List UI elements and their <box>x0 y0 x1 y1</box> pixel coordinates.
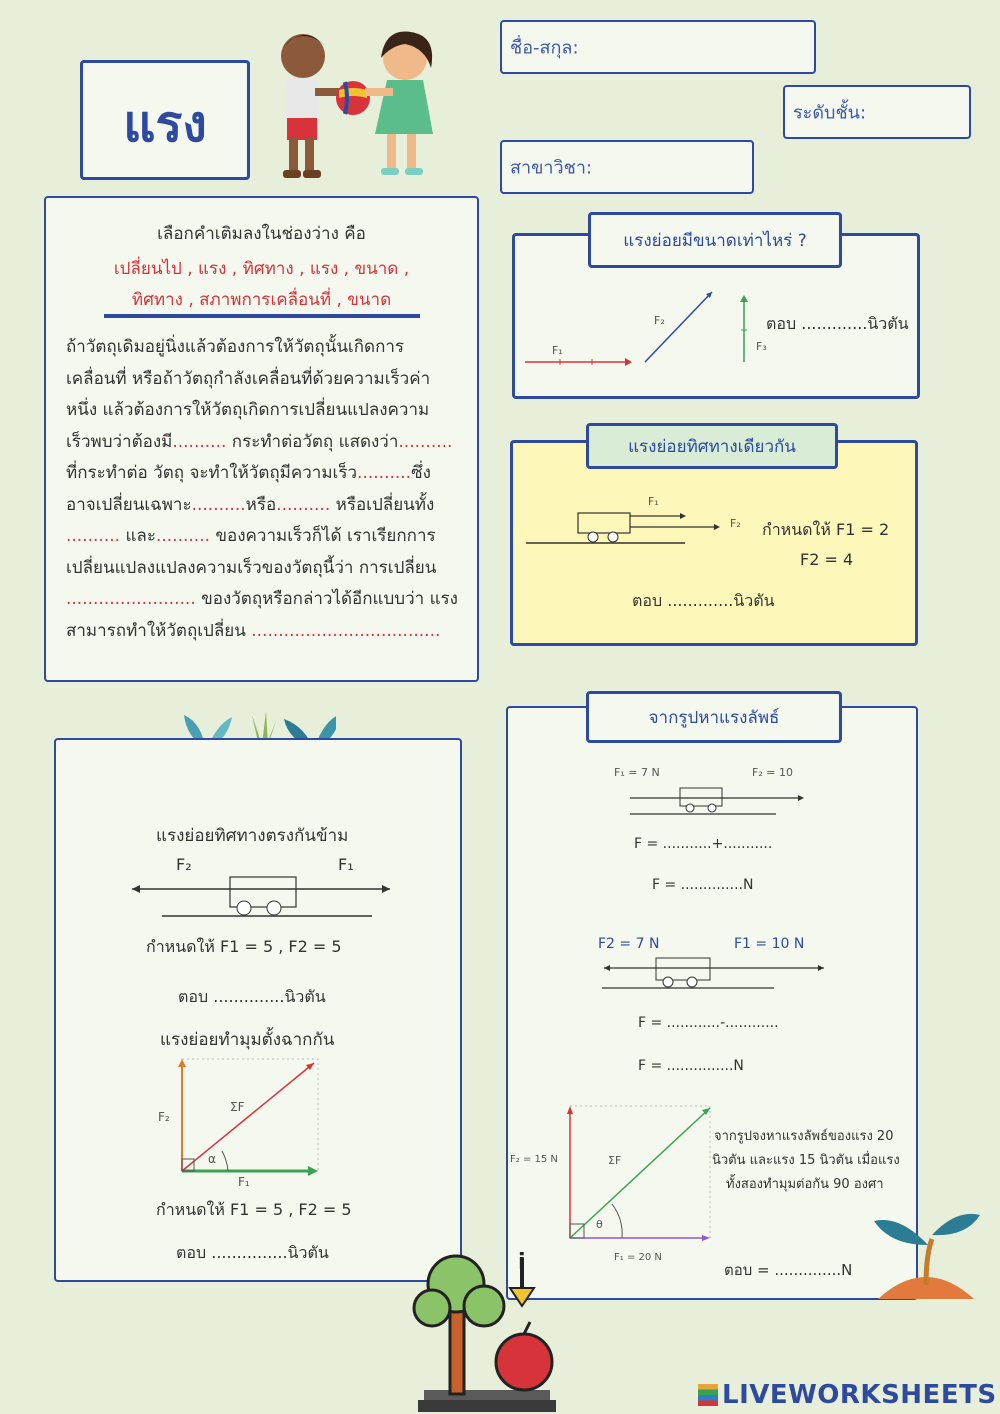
paragraph-line <box>66 490 456 522</box>
paragraph-text: หรือ <box>245 494 277 515</box>
q5c-text2: นิวตัน และแรง 15 นิวตัน เมื่อแรง <box>712 1153 900 1168</box>
q2-f1-label: F₁ <box>648 495 659 508</box>
paragraph-text: เคลื่อนที่ หรือถ้าวัตถุกำลังเคลื่อนที่ด้วยความเร็วค่า <box>66 368 431 389</box>
sprout-illustration <box>870 1205 982 1301</box>
paragraph-line <box>66 584 456 616</box>
q5-tab: จากรูปหาแรงลัพธ์ <box>586 691 842 743</box>
q1-f2-label: F₂ <box>654 314 665 327</box>
paragraph-text: ถ้าวัตถุเดิมอยู่นิ่งแล้วต้องการให้วัตถุนั้นเกิดการ <box>66 337 405 357</box>
q1-tab: แรงย่อยมีขนาดเท่าไหร่ ? <box>588 212 842 268</box>
paragraph-text: ที่กระทำต่อ วัตถุ จะทำให้วัตถุมีความเร็ว <box>66 463 358 483</box>
q5a-f1-label: F₁ = 7 N <box>614 766 660 779</box>
blank-field[interactable]: ........................ <box>66 589 196 609</box>
name-field[interactable] <box>500 20 816 74</box>
q2-answer: ตอบ .............นิวตัน <box>632 591 775 610</box>
blank-field[interactable]: .......... <box>191 494 246 515</box>
level-label: ระดับชั้น: <box>793 102 867 124</box>
paragraph-text: อาจเปลี่ยนเฉพาะ <box>66 494 192 515</box>
q3-f1-label: F₁ <box>338 855 354 874</box>
q4-angle-label: α <box>208 1152 216 1166</box>
blank-field[interactable]: ................................... <box>251 620 441 641</box>
paragraph-line <box>66 427 456 459</box>
q1-f3-label: F₃ <box>756 340 767 353</box>
liveworksheets-logo[interactable] <box>698 1380 997 1410</box>
q3-diagram <box>128 870 398 920</box>
word-bank-line1: เปลี่ยนไป , แรง , ทิศทาง , แรง , ขนาด , <box>113 259 410 279</box>
q3-answer: ตอบ ..............นิวตัน <box>178 987 326 1006</box>
q5c-answer: ตอบ = ..............N <box>724 1261 853 1279</box>
q5b-eq2: F = ...............N <box>638 1058 744 1074</box>
subject-field[interactable] <box>500 140 754 194</box>
paragraph-text: สามารถทำให้วัตถุเปลี่ยน <box>66 620 252 641</box>
q4-answer: ตอบ ...............นิวตัน <box>176 1243 329 1262</box>
blank-field[interactable]: .......... <box>398 431 453 452</box>
paragraph-text: เปลี่ยนแปลงแปลงความเร็วของวัตถุนี้ว่า การเปลี่ยน <box>66 557 437 578</box>
subject-label: สาขาวิชา: <box>510 157 593 179</box>
q5c-text1: จากรูปจงหาแรงลัพธ์ของแรง 20 <box>714 1129 894 1144</box>
blank-field[interactable]: .......... <box>357 463 412 483</box>
page-title: แรง <box>123 95 207 153</box>
paragraph-line <box>66 521 456 553</box>
instruction-text: เลือกคำเติมลงในช่องว่าง คือ <box>157 224 366 244</box>
blank-field[interactable]: .......... <box>66 526 121 546</box>
arrow-label: i <box>518 1250 526 1275</box>
word-bank-line2: ทิศทาง , สภาพการเคลื่อนที่ , ขนาด <box>131 290 392 310</box>
paragraph-line <box>66 364 456 396</box>
tree-apple-illustration <box>410 1250 570 1414</box>
paragraph-line <box>66 332 456 364</box>
q2-tab: แรงย่อยทิศทางเดียวกัน <box>586 423 838 469</box>
q4-diagram <box>170 1055 330 1180</box>
q5a-diagram <box>626 782 816 818</box>
q2-given2: F2 = 4 <box>800 550 854 569</box>
paragraph-line <box>66 395 456 427</box>
blank-field[interactable]: .......... <box>155 526 211 546</box>
q5c-f2-label: F₂ = 15 N <box>510 1154 558 1165</box>
q1-diagram <box>520 280 760 380</box>
q5b-f2-label: F2 = 7 N <box>598 936 660 952</box>
q2-given1: กำหนดให้ F1 = 2 <box>762 520 890 539</box>
q5a-eq2: F = ..............N <box>652 877 754 893</box>
q4-given: กำหนดให้ F1 = 5 , F2 = 5 <box>156 1200 352 1219</box>
q2-diagram <box>520 495 750 555</box>
paragraph-line <box>66 616 456 648</box>
q2-f2-label: F₂ <box>730 517 741 530</box>
q5c-theta-label: θ <box>596 1218 603 1231</box>
paragraph-text: กระทำต่อวัตถุ แสดงว่า <box>226 431 399 452</box>
q4-sum-label: ΣF <box>230 1100 245 1114</box>
paragraph-line <box>66 553 456 585</box>
q5c-text3: ทั้งสองทำมุมต่อกัน 90 องศา <box>726 1177 884 1192</box>
paragraph-text: ของวัตถุหรือกล่าวได้อีกแบบว่า แรง <box>195 589 458 609</box>
q5a-f2-label: F₂ = 10 <box>752 766 793 779</box>
q5b-f1-label: F1 = 10 N <box>734 936 805 952</box>
q5a-eq1: F = ...........+........... <box>634 836 773 852</box>
q4-heading: แรงย่อยทำมุมตั้งฉากกัน <box>160 1030 335 1050</box>
paragraph-text: เร็วพบว่าต้องมี <box>66 431 173 452</box>
word-bank-underline <box>104 314 420 318</box>
blank-field[interactable]: .......... <box>276 494 331 515</box>
paragraph-text: ซึ่ง <box>411 463 431 483</box>
q5c-sum-label: ΣF <box>608 1154 622 1167</box>
q4-f1-label: F₁ <box>238 1175 250 1189</box>
fill-blank-paragraph <box>66 332 456 647</box>
kids-illustration <box>255 18 455 188</box>
q5b-eq1: F = ............-............ <box>638 1015 779 1031</box>
q5c-diagram <box>562 1100 718 1245</box>
paragraph-text: หรือเปลี่ยนทั้ง <box>330 494 435 515</box>
blank-field[interactable]: .......... <box>172 431 227 452</box>
q5c-f1-label: F₁ = 20 N <box>614 1252 662 1263</box>
title-box <box>80 60 250 180</box>
q1-answer: ตอบ .............นิวตัน <box>766 314 909 333</box>
q3-f2-label: F₂ <box>176 855 192 874</box>
q4-f2-label: F₂ <box>158 1110 170 1124</box>
name-label: ชื่อ-สกุล: <box>510 37 579 59</box>
q3-heading: แรงย่อยทิศทางตรงกันข้าม <box>156 826 349 846</box>
q3-given: กำหนดให้ F1 = 5 , F2 = 5 <box>146 937 342 956</box>
q1-f1-label: F₁ <box>552 344 563 357</box>
q5b-diagram <box>598 954 832 994</box>
paragraph-text: และ <box>120 526 156 546</box>
brand-text: LIVEWORKSHEETS <box>722 1380 997 1410</box>
paragraph-text: ของความเร็วก็ได้ เราเรียกการ <box>210 526 436 546</box>
paragraph-line <box>66 458 456 490</box>
paragraph-text: หนึ่ง แล้วต้องการให้วัตถุเกิดการเปลี่ยนแปลงความ <box>66 400 430 420</box>
brand-icon <box>698 1384 718 1406</box>
level-field[interactable] <box>783 85 971 139</box>
